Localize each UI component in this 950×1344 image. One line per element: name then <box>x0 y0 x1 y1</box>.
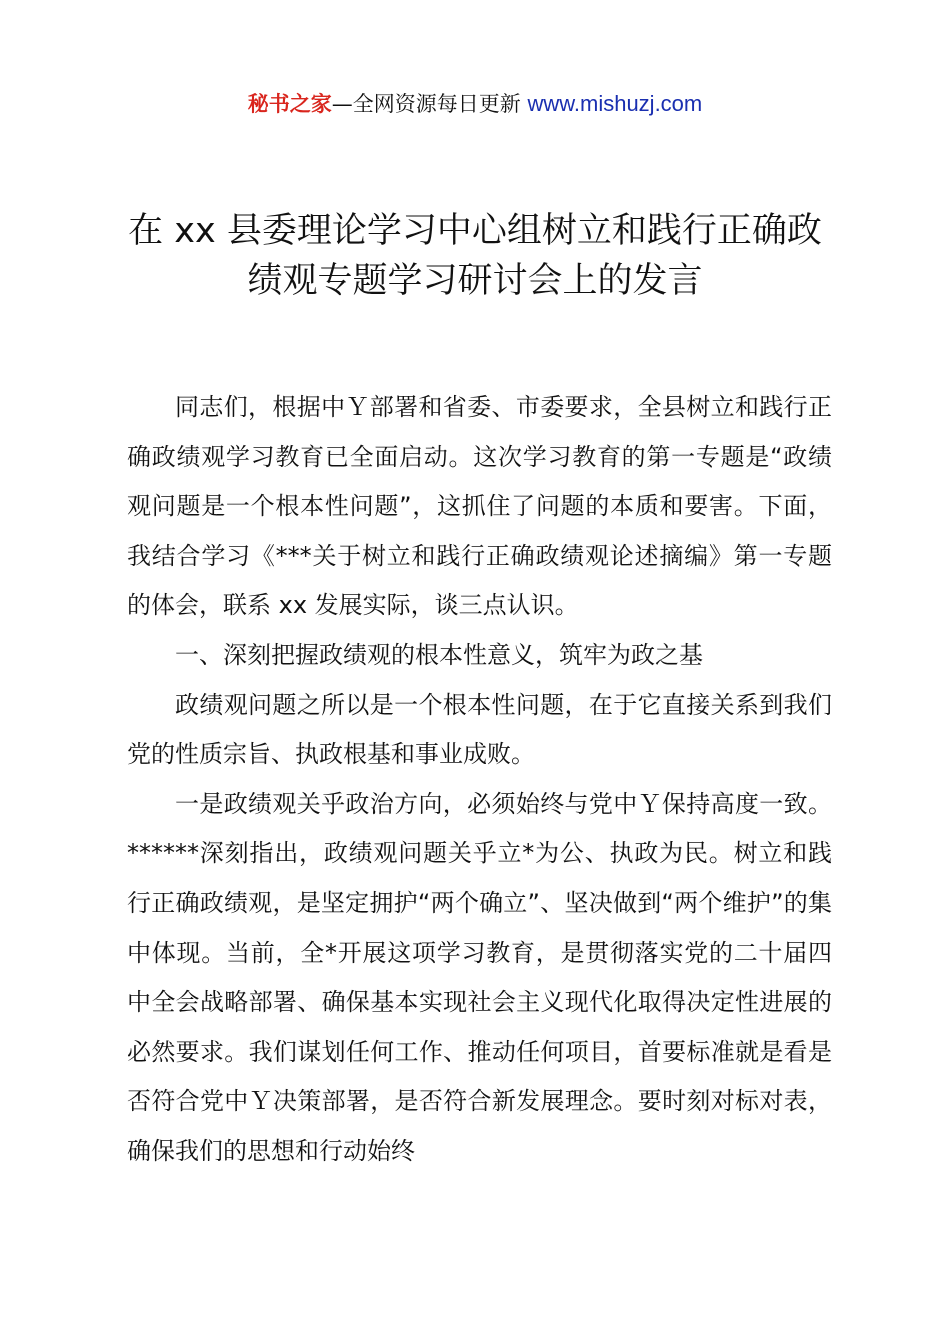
header-tagline: —全网资源每日更新 <box>331 92 521 116</box>
document-body <box>127 383 832 1177</box>
body-paragraph: 一是政绩观关乎政治方向，必须始终与党中Ｙ保持高度一致。******深刻指出，政绩观问题关乎立*为公、执政为民。树立和践行正确政绩观，是坚定拥护“两个确立”、坚决做到“两个维护”的集中体现。当前，全*开展这项学习教育，是贯彻落实党的二十届四中全会战略部署、确保基本实现社会主义现代化取得决定性进展的必然要求。我们谋划任何工作、推动任何项目，首要标准就是看是否符合党中Ｙ决策部署，是否符合新发展理念。要时刻对标对表，确保我们的思想和行动始终 <box>127 789 832 1165</box>
title-line-1: 在 xx 县委理论学习中心组树立和践行正确政 <box>128 211 822 251</box>
body-paragraph: 政绩观问题之所以是一个根本性问题，在于它直接关系到我们党的性质宗旨、执政根基和事业成败。 <box>127 690 832 769</box>
section-heading-1: 一、深刻把握政绩观的根本性意义，筑牢为政之基 <box>175 640 703 669</box>
intro-paragraph: 同志们，根据中Ｙ部署和省委、市委要求，全县树立和践行正确政绩观学习教育已全面启动。这次学习教育的第一专题是“政绩观问题是一个根本性问题”，这抓住了问题的本质和要害。下面，我结合学习《***关于树立和践行正确政绩观论述摘编》第一专题的体会，联系 xx 发展实际，谈三点认识。 <box>127 393 832 620</box>
brand-name: 秘书之家 <box>247 92 332 116</box>
watermark-header <box>0 88 950 120</box>
site-url-link[interactable]: www.mishuzj.com <box>527 91 703 116</box>
title-line-2: 绩观专题学习研讨会上的发言 <box>247 261 703 301</box>
document-title <box>100 206 850 306</box>
